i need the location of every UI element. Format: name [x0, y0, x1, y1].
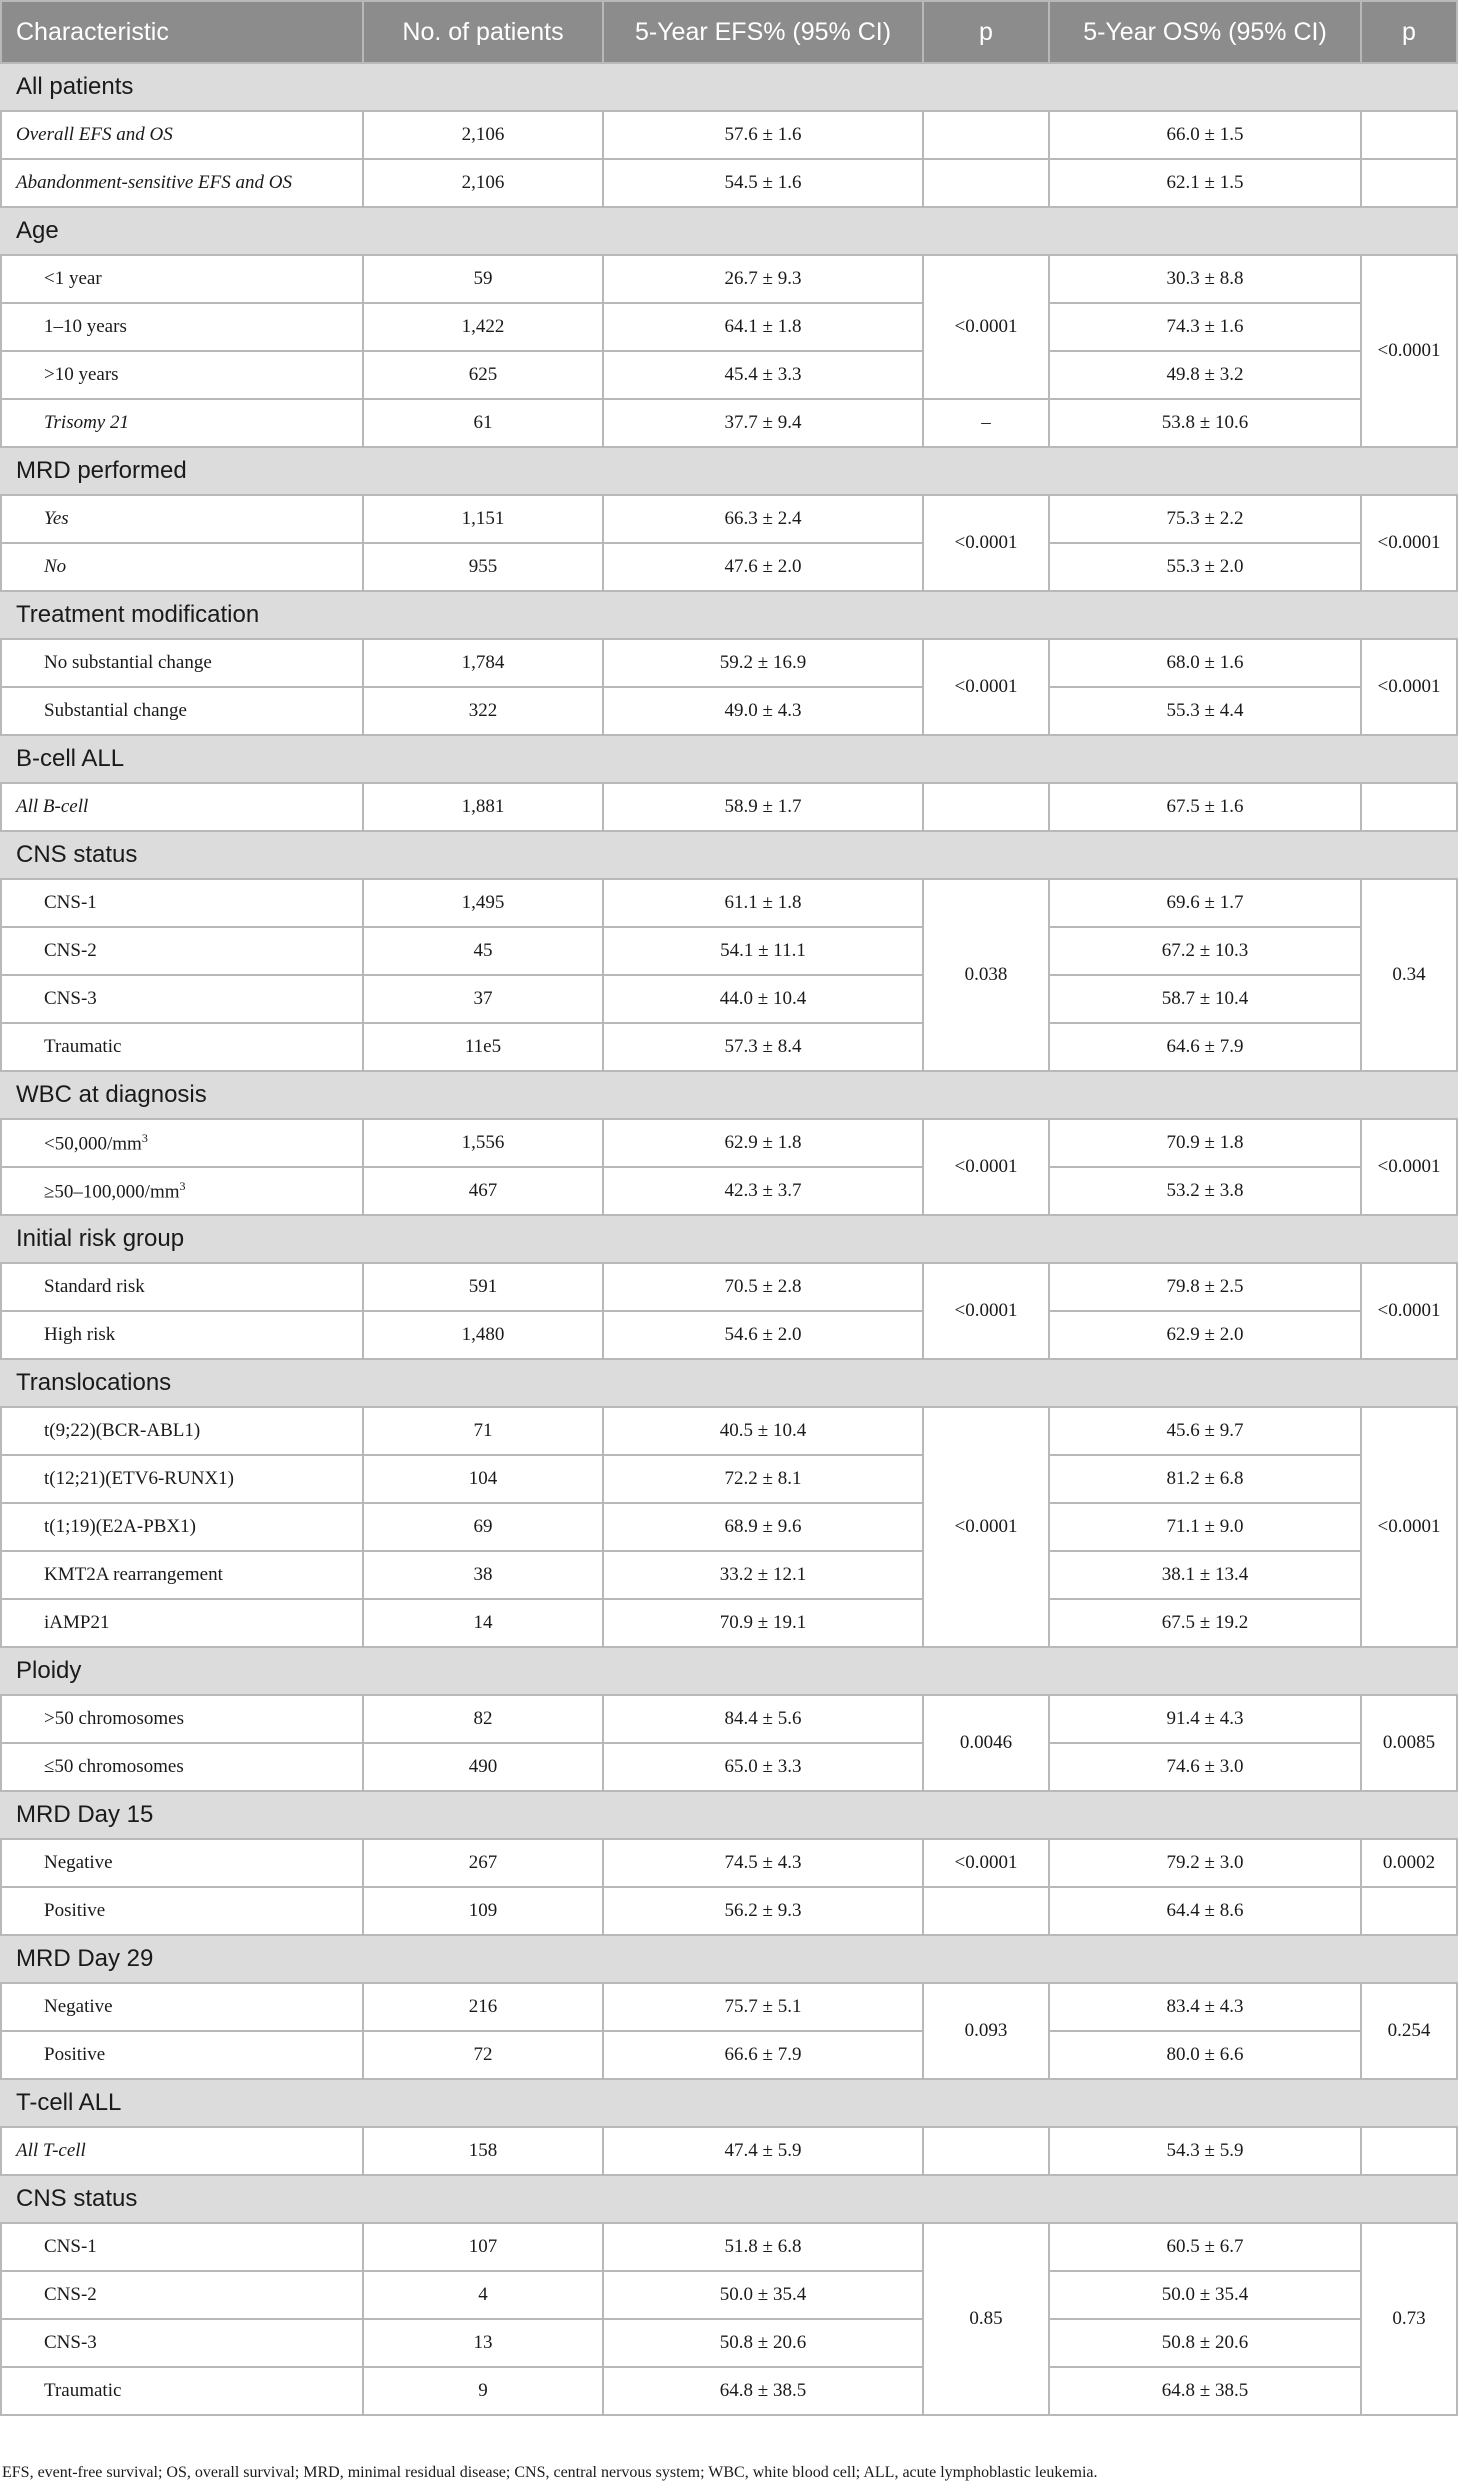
- row-label: [1, 495, 363, 543]
- table-body: [1, 63, 1457, 2415]
- row-label: [1, 2031, 363, 2079]
- efs-value: 68.9 ± 9.6: [603, 1503, 923, 1551]
- os-value: 91.4 ± 4.3: [1049, 1695, 1361, 1743]
- p-value-efs: <0.0001: [923, 1263, 1049, 1359]
- efs-value: 49.0 ± 4.3: [603, 687, 923, 735]
- patient-count: 467: [363, 1167, 603, 1215]
- efs-value: 66.6 ± 7.9: [603, 2031, 923, 2079]
- header-row: [1, 1, 1457, 63]
- p-value-os: <0.0001: [1361, 1119, 1457, 1215]
- p-value-efs: <0.0001: [923, 1839, 1049, 1887]
- patient-count: 1,480: [363, 1311, 603, 1359]
- table-row: [1, 1551, 1457, 1599]
- patient-count: 2,106: [363, 111, 603, 159]
- efs-value: 47.4 ± 5.9: [603, 2127, 923, 2175]
- os-value: 30.3 ± 8.8: [1049, 255, 1361, 303]
- section-header-row: [1, 2175, 1457, 2223]
- os-value: 80.0 ± 6.6: [1049, 2031, 1361, 2079]
- section-header-row: [1, 207, 1457, 255]
- row-label: [1, 927, 363, 975]
- p-value-os: <0.0001: [1361, 639, 1457, 735]
- patient-count: 490: [363, 1743, 603, 1791]
- row-label: [1, 2319, 363, 2367]
- row-label-text: Traumatic: [44, 1036, 122, 1057]
- table-row: [1, 1455, 1457, 1503]
- p-value-efs-empty: [923, 111, 1049, 159]
- table-row: [1, 2127, 1457, 2175]
- p-value-efs-empty: [923, 783, 1049, 831]
- row-label: [1, 255, 363, 303]
- section-header-row: [1, 1935, 1457, 1983]
- p-value-os-empty: [1361, 783, 1457, 831]
- os-value: 70.9 ± 1.8: [1049, 1119, 1361, 1167]
- efs-value: 64.8 ± 38.5: [603, 2367, 923, 2415]
- os-value: 45.6 ± 9.7: [1049, 1407, 1361, 1455]
- efs-value: 50.8 ± 20.6: [603, 2319, 923, 2367]
- table-row: [1, 1839, 1457, 1887]
- row-label-text: CNS-2: [44, 2284, 97, 2305]
- row-label: [1, 1887, 363, 1935]
- patient-count: 38: [363, 1551, 603, 1599]
- efs-value: 70.5 ± 2.8: [603, 1263, 923, 1311]
- os-value: 68.0 ± 1.6: [1049, 639, 1361, 687]
- patient-count: 1,495: [363, 879, 603, 927]
- section-title: Treatment modification: [1, 591, 1457, 639]
- table-row: [1, 159, 1457, 207]
- section-title: Translocations: [1, 1359, 1457, 1407]
- table-row: [1, 975, 1457, 1023]
- row-label-text: CNS-2: [44, 940, 97, 961]
- row-label-text: CNS-3: [44, 988, 97, 1009]
- table-row: [1, 1311, 1457, 1359]
- patient-count: 267: [363, 1839, 603, 1887]
- efs-value: 84.4 ± 5.6: [603, 1695, 923, 1743]
- row-label-text: All B-cell: [16, 796, 89, 817]
- efs-value: 45.4 ± 3.3: [603, 351, 923, 399]
- header-efs: 5-Year EFS% (95% CI): [603, 1, 923, 63]
- efs-value: 74.5 ± 4.3: [603, 1839, 923, 1887]
- os-value: 55.3 ± 4.4: [1049, 687, 1361, 735]
- patient-count: 158: [363, 2127, 603, 2175]
- table-row: [1, 1695, 1457, 1743]
- patient-count: 107: [363, 2223, 603, 2271]
- os-value: 67.2 ± 10.3: [1049, 927, 1361, 975]
- efs-value: 42.3 ± 3.7: [603, 1167, 923, 1215]
- p-value-efs: <0.0001: [923, 1119, 1049, 1215]
- section-header-row: [1, 447, 1457, 495]
- p-value-efs: 0.038: [923, 879, 1049, 1071]
- row-label: [1, 1839, 363, 1887]
- table-row: [1, 1407, 1457, 1455]
- patient-count: 1,151: [363, 495, 603, 543]
- efs-value: 33.2 ± 12.1: [603, 1551, 923, 1599]
- table-row: [1, 1743, 1457, 1791]
- row-label-text: High risk: [44, 1324, 116, 1345]
- row-label-text: CNS-1: [44, 2236, 97, 2257]
- table-row: [1, 2223, 1457, 2271]
- row-label-text: CNS-1: [44, 892, 97, 913]
- patient-count: 69: [363, 1503, 603, 1551]
- os-value: 54.3 ± 5.9: [1049, 2127, 1361, 2175]
- row-label: [1, 111, 363, 159]
- row-label: [1, 1455, 363, 1503]
- p-value-efs: 0.093: [923, 1983, 1049, 2079]
- patient-count: 4: [363, 2271, 603, 2319]
- row-label-text: Overall EFS and OS: [16, 124, 173, 145]
- table-row: [1, 1167, 1457, 1215]
- section-title: T-cell ALL: [1, 2079, 1457, 2127]
- patient-count: 37: [363, 975, 603, 1023]
- row-label: [1, 1167, 363, 1215]
- table-row: [1, 1983, 1457, 2031]
- table-row: [1, 111, 1457, 159]
- efs-value: 58.9 ± 1.7: [603, 783, 923, 831]
- p-value-efs: [923, 1887, 1049, 1935]
- os-value: 38.1 ± 13.4: [1049, 1551, 1361, 1599]
- os-value: 62.1 ± 1.5: [1049, 159, 1361, 207]
- table-row: [1, 1599, 1457, 1647]
- table-row: [1, 399, 1457, 447]
- row-label: [1, 879, 363, 927]
- p-value-os: 0.73: [1361, 2223, 1457, 2415]
- row-label-text: ≥50–100,000/mm: [44, 1181, 180, 1203]
- efs-value: 54.1 ± 11.1: [603, 927, 923, 975]
- os-value: 69.6 ± 1.7: [1049, 879, 1361, 927]
- patient-count: 14: [363, 1599, 603, 1647]
- p-value-efs: 0.0046: [923, 1695, 1049, 1791]
- section-title: MRD performed: [1, 447, 1457, 495]
- row-label-text: Positive: [44, 2044, 106, 2065]
- patient-count: 109: [363, 1887, 603, 1935]
- efs-value: 66.3 ± 2.4: [603, 495, 923, 543]
- efs-value: 72.2 ± 8.1: [603, 1455, 923, 1503]
- table-row: [1, 639, 1457, 687]
- header-characteristic: Characteristic: [1, 1, 363, 63]
- section-header-row: [1, 735, 1457, 783]
- os-value: 53.2 ± 3.8: [1049, 1167, 1361, 1215]
- os-value: 64.4 ± 8.6: [1049, 1887, 1361, 1935]
- efs-value: 70.9 ± 19.1: [603, 1599, 923, 1647]
- os-value: 53.8 ± 10.6: [1049, 399, 1361, 447]
- p-value-os-empty: [1361, 159, 1457, 207]
- row-label: [1, 1311, 363, 1359]
- os-value: 50.8 ± 20.6: [1049, 2319, 1361, 2367]
- section-header-row: [1, 1359, 1457, 1407]
- row-label-text: Trisomy 21: [44, 412, 129, 433]
- patient-count: 59: [363, 255, 603, 303]
- table-row: [1, 2367, 1457, 2415]
- p-value-os: <0.0001: [1361, 1263, 1457, 1359]
- table-row: [1, 1887, 1457, 1935]
- header-p-os: p: [1361, 1, 1457, 63]
- patient-count: 2,106: [363, 159, 603, 207]
- p-value-os: <0.0001: [1361, 255, 1457, 447]
- section-header-row: [1, 1647, 1457, 1695]
- efs-value: 75.7 ± 5.1: [603, 1983, 923, 2031]
- p-value-os-empty: [1361, 111, 1457, 159]
- patient-count: 71: [363, 1407, 603, 1455]
- p-value-efs: –: [923, 399, 1049, 447]
- p-value-efs: 0.85: [923, 2223, 1049, 2415]
- row-label-text: Traumatic: [44, 2380, 122, 2401]
- os-value: 71.1 ± 9.0: [1049, 1503, 1361, 1551]
- p-value-os: 0.0085: [1361, 1695, 1457, 1791]
- row-label-text: Substantial change: [44, 700, 187, 721]
- patient-count: 9: [363, 2367, 603, 2415]
- row-label: [1, 687, 363, 735]
- efs-value: 44.0 ± 10.4: [603, 975, 923, 1023]
- os-value: 79.2 ± 3.0: [1049, 1839, 1361, 1887]
- patient-count: 61: [363, 399, 603, 447]
- efs-value: 54.6 ± 2.0: [603, 1311, 923, 1359]
- p-value-efs-empty: [923, 159, 1049, 207]
- p-value-os: 0.254: [1361, 1983, 1457, 2079]
- table-row: [1, 687, 1457, 735]
- section-header-row: [1, 1791, 1457, 1839]
- table-row: [1, 927, 1457, 975]
- section-title: All patients: [1, 63, 1457, 111]
- section-title: B-cell ALL: [1, 735, 1457, 783]
- row-label: [1, 351, 363, 399]
- section-header-row: [1, 1215, 1457, 1263]
- superscript: 3: [179, 1178, 186, 1193]
- superscript: 3: [141, 1130, 148, 1145]
- header-p-efs: p: [923, 1, 1049, 63]
- efs-value: 57.6 ± 1.6: [603, 111, 923, 159]
- row-label-text: t(12;21)(ETV6-RUNX1): [44, 1468, 234, 1489]
- p-value-os: <0.0001: [1361, 1407, 1457, 1647]
- row-label-text: ≤50 chromosomes: [44, 1756, 184, 1777]
- row-label: [1, 1743, 363, 1791]
- os-value: 67.5 ± 19.2: [1049, 1599, 1361, 1647]
- p-value-os: [1361, 1887, 1457, 1935]
- p-value-efs: <0.0001: [923, 639, 1049, 735]
- table-row: [1, 255, 1457, 303]
- row-label: [1, 1983, 363, 2031]
- row-label: [1, 2367, 363, 2415]
- p-value-efs: <0.0001: [923, 1407, 1049, 1647]
- os-value: 55.3 ± 2.0: [1049, 543, 1361, 591]
- row-label-text: >10 years: [44, 364, 119, 385]
- patient-count: 72: [363, 2031, 603, 2079]
- row-label-text: iAMP21: [44, 1612, 110, 1633]
- os-value: 74.6 ± 3.0: [1049, 1743, 1361, 1791]
- patient-count: 45: [363, 927, 603, 975]
- row-label: [1, 1503, 363, 1551]
- p-value-efs: <0.0001: [923, 495, 1049, 591]
- row-label-text: Standard risk: [44, 1276, 145, 1297]
- row-label: [1, 975, 363, 1023]
- os-value: 60.5 ± 6.7: [1049, 2223, 1361, 2271]
- efs-value: 54.5 ± 1.6: [603, 159, 923, 207]
- row-label: [1, 2271, 363, 2319]
- row-label: [1, 1263, 363, 1311]
- row-label-text: Negative: [44, 1852, 113, 1873]
- os-value: 67.5 ± 1.6: [1049, 783, 1361, 831]
- os-value: 79.8 ± 2.5: [1049, 1263, 1361, 1311]
- section-header-row: [1, 1071, 1457, 1119]
- row-label-text: t(1;19)(E2A-PBX1): [44, 1516, 196, 1537]
- patient-count: 1,784: [363, 639, 603, 687]
- header-os: 5-Year OS% (95% CI): [1049, 1, 1361, 63]
- section-title: MRD Day 15: [1, 1791, 1457, 1839]
- row-label-text: No substantial change: [44, 652, 212, 673]
- patient-count: 13: [363, 2319, 603, 2367]
- section-title: Age: [1, 207, 1457, 255]
- p-value-os: 0.34: [1361, 879, 1457, 1071]
- efs-value: 56.2 ± 9.3: [603, 1887, 923, 1935]
- p-value-efs-empty: [923, 2127, 1049, 2175]
- row-label-text: <1 year: [44, 268, 102, 289]
- table-row: [1, 303, 1457, 351]
- efs-value: 65.0 ± 3.3: [603, 1743, 923, 1791]
- efs-value: 37.7 ± 9.4: [603, 399, 923, 447]
- row-label-text: KMT2A rearrangement: [44, 1564, 223, 1585]
- table-row: [1, 351, 1457, 399]
- os-value: 64.6 ± 7.9: [1049, 1023, 1361, 1071]
- p-value-os: <0.0001: [1361, 495, 1457, 591]
- os-value: 58.7 ± 10.4: [1049, 975, 1361, 1023]
- row-label: [1, 639, 363, 687]
- table-row: [1, 2319, 1457, 2367]
- efs-value: 62.9 ± 1.8: [603, 1119, 923, 1167]
- os-value: 50.0 ± 35.4: [1049, 2271, 1361, 2319]
- table-row: [1, 783, 1457, 831]
- os-value: 66.0 ± 1.5: [1049, 111, 1361, 159]
- row-label-text: >50 chromosomes: [44, 1708, 185, 1729]
- table-row: [1, 1263, 1457, 1311]
- section-title: CNS status: [1, 2175, 1457, 2223]
- patient-count: 11e5: [363, 1023, 603, 1071]
- row-label-text: Positive: [44, 1900, 106, 1921]
- table-row: [1, 2271, 1457, 2319]
- table-row: [1, 879, 1457, 927]
- patient-count: 322: [363, 687, 603, 735]
- patient-count: 82: [363, 1695, 603, 1743]
- section-header-row: [1, 831, 1457, 879]
- p-value-efs: <0.0001: [923, 255, 1049, 399]
- row-label-text: 1–10 years: [44, 316, 127, 337]
- row-label: [1, 783, 363, 831]
- os-value: 81.2 ± 6.8: [1049, 1455, 1361, 1503]
- section-title: CNS status: [1, 831, 1457, 879]
- row-label: [1, 2127, 363, 2175]
- row-label-text: Negative: [44, 1996, 113, 2017]
- patient-count: 955: [363, 543, 603, 591]
- row-label: [1, 1695, 363, 1743]
- efs-value: 64.1 ± 1.8: [603, 303, 923, 351]
- section-header-row: [1, 63, 1457, 111]
- row-label: [1, 1119, 363, 1167]
- row-label: [1, 1599, 363, 1647]
- row-label-text: t(9;22)(BCR-ABL1): [44, 1420, 201, 1441]
- os-value: 74.3 ± 1.6: [1049, 303, 1361, 351]
- p-value-os-empty: [1361, 2127, 1457, 2175]
- row-label: [1, 1551, 363, 1599]
- patient-count: 216: [363, 1983, 603, 2031]
- efs-value: 47.6 ± 2.0: [603, 543, 923, 591]
- patient-count: 591: [363, 1263, 603, 1311]
- row-label-text: Yes: [44, 508, 69, 529]
- section-header-row: [1, 591, 1457, 639]
- efs-value: 50.0 ± 35.4: [603, 2271, 923, 2319]
- row-label: [1, 543, 363, 591]
- table-row: [1, 1023, 1457, 1071]
- os-value: 75.3 ± 2.2: [1049, 495, 1361, 543]
- row-label: [1, 2223, 363, 2271]
- table-row: [1, 2031, 1457, 2079]
- row-label: [1, 1407, 363, 1455]
- table-row: [1, 1119, 1457, 1167]
- p-value-os: 0.0002: [1361, 1839, 1457, 1887]
- efs-value: 26.7 ± 9.3: [603, 255, 923, 303]
- table-row: [1, 543, 1457, 591]
- patient-count: 1,556: [363, 1119, 603, 1167]
- row-label-text: No: [44, 556, 67, 577]
- row-label: [1, 1023, 363, 1071]
- efs-value: 40.5 ± 10.4: [603, 1407, 923, 1455]
- efs-value: 59.2 ± 16.9: [603, 639, 923, 687]
- table-row: [1, 1503, 1457, 1551]
- patient-count: 625: [363, 351, 603, 399]
- efs-value: 51.8 ± 6.8: [603, 2223, 923, 2271]
- row-label-text: CNS-3: [44, 2332, 97, 2353]
- section-title: MRD Day 29: [1, 1935, 1457, 1983]
- os-value: 49.8 ± 3.2: [1049, 351, 1361, 399]
- os-value: 83.4 ± 4.3: [1049, 1983, 1361, 2031]
- section-title: WBC at diagnosis: [1, 1071, 1457, 1119]
- patient-count: 1,422: [363, 303, 603, 351]
- table-row: [1, 495, 1457, 543]
- row-label: [1, 399, 363, 447]
- os-value: 62.9 ± 2.0: [1049, 1311, 1361, 1359]
- section-title: Ploidy: [1, 1647, 1457, 1695]
- efs-value: 57.3 ± 8.4: [603, 1023, 923, 1071]
- row-label: [1, 159, 363, 207]
- row-label-text: Abandonment-sensitive EFS and OS: [16, 172, 292, 193]
- row-label-text: <50,000/mm: [44, 1133, 142, 1155]
- section-header-row: [1, 2079, 1457, 2127]
- patient-count: 1,881: [363, 783, 603, 831]
- patient-count: 104: [363, 1455, 603, 1503]
- table-footnote: EFS, event-free survival; OS, overall survival; MRD, minimal residual disease; CNS, central nervous system; WBC, white blood cell; ALL, acute lymphoblastic leukemia.: [2, 2464, 1098, 2481]
- section-title: Initial risk group: [1, 1215, 1457, 1263]
- row-label: [1, 303, 363, 351]
- os-value: 64.8 ± 38.5: [1049, 2367, 1361, 2415]
- efs-value: 61.1 ± 1.8: [603, 879, 923, 927]
- row-label-text: All T-cell: [16, 2140, 86, 2161]
- header-no-of-patients: No. of patients: [363, 1, 603, 63]
